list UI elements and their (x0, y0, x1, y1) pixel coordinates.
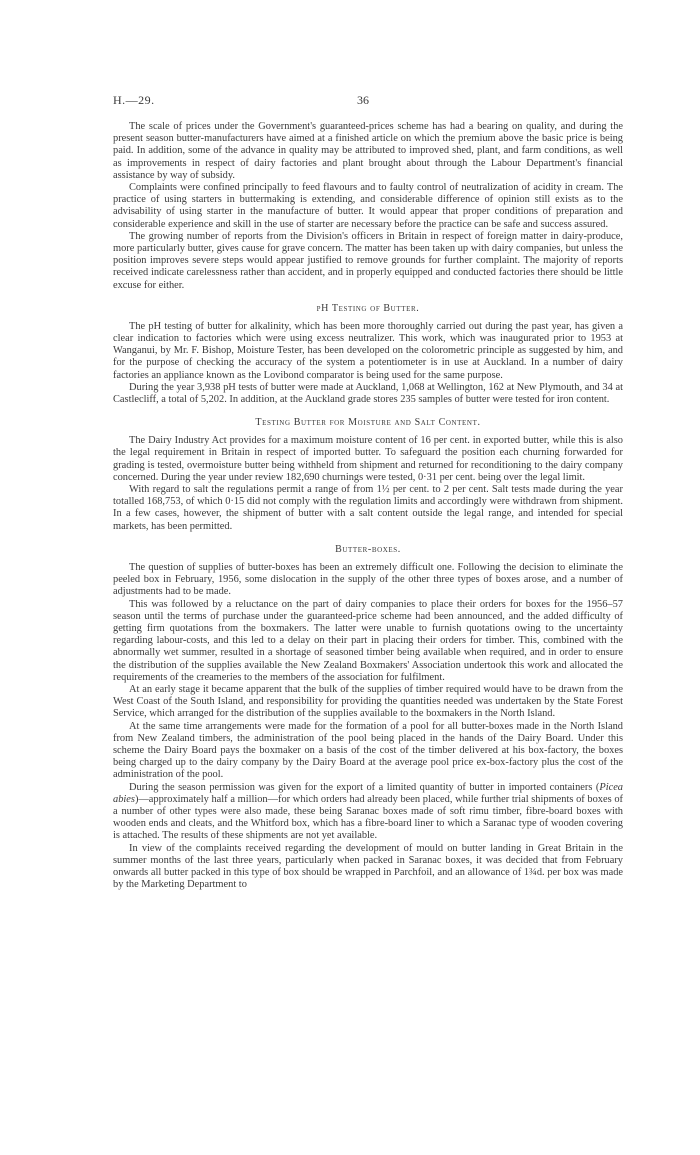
paragraph: The growing number of reports from the Division's officers in Britain in respect of foreign matter in dairy-produce, more particularly butter, gives cause for grave concern. The matter has been taken up with dairy companies, but unless the position improves severe steps would appear justified to remove grounds for further complaint. The majority of reports received indicate carelessness rather than accident, and in properly equipped and conducted factories there should be little excuse for either. (113, 230, 623, 291)
text-span: During the season permission was given for the export of a limited quantity of butter in imported containers ( (129, 781, 600, 793)
paragraph: In view of the complaints received regarding the development of mould on butter landing in Great Britain in the summer months of the last three years, particularly when packed in Saranac boxes, it was decided that from February onwards all butter packed in this type of box should be wrapped in Parchfoil, and an allowance of 1¾d. per box was made by the Marketing Department to (113, 842, 623, 891)
page-header (113, 93, 623, 121)
section-heading: pH Testing of Butter. (316, 302, 420, 314)
paragraph: The pH testing of butter for alkalinity, which has been more thoroughly carried out during the past year, has given a clear indication to factories which were using excess neutralizer. This work, which was inaugurated prior to 1953 at Wanganui, by Mr. F. Bishop, Moisture Tester, has been developed on the colorometric principle as suggested by him, and for the purpose of checking the accuracy of the system a potentiometer is in use at Auckland. In a number of dairy factories an appliance known as the Lovibond comparator is being used for the same purpose. (113, 320, 623, 381)
moisture-salt-section (113, 417, 623, 533)
paragraph: With regard to salt the regulations permit a range of from 1½ per cent. to 2 per cent. Salt tests made during the year totalled 168,753, of which 0·15 did not comply with the regulation limits and accordingly were withdrawn from shipment. In a few cases, however, the shipment of butter with a salt content outside the legal range, and intended for special markets, has been permitted. (113, 484, 623, 532)
species-name: Picea abies (113, 781, 623, 805)
paragraph: The question of supplies of butter-boxes has been an extremely difficult one. Following the decision to eliminate the peeled box in February, 1956, some dislocation in the supply of the other three types of boxes arose, and a number of adjustments had to be made. (113, 561, 623, 598)
paragraph (113, 782, 623, 843)
ph-testing-section (113, 303, 623, 406)
report-reference: H.—29. (113, 93, 155, 107)
paragraph: This was followed by a reluctance on the part of dairy companies to place their orders for boxes for the 1956–57 season until the terms of purchase under the guaranteed-price scheme had been announced, and the added difficulty of getting firm quotations from the boxmakers. The latter were unable to furnish quotations owing to the uncertainty regarding labour-costs, and this led to a delay on their part in placing their orders for timber. This, combined with the abnormally wet summer, resulted in a shortage of seasoned timber being available when required, and in order to ensure the distribution of the supplies available the New Zealand Boxmakers' Association undertook this work and allocated the requirements of the creameries to the members of the association for fulfilment. (113, 598, 623, 683)
intro-section (113, 121, 623, 292)
paragraph: The scale of prices under the Government's guaranteed-prices scheme has had a bearing on quality, and during the present season butter-manufacturers have aimed at a finished article on which the premium above the basic price is being paid. In addition, some of the advance in quality may be attributed to improved shed, plant, and farm conditions, as well as improvements in respect of dairy factories and plant brought about through the Labour Department's financial assistance by way of subsidy. (113, 121, 623, 181)
paragraph: At the same time arrangements were made for the formation of a pool for all butter-boxes made in the North Island from New Zealand timbers, the administration of the pool being placed in the hands of the Dairy Board. Under this scheme the Dairy Board pays the boxmaker on a basis of the cost of the timber delivered at his box-factory, the boxes being charged up to the dairy company by the Dairy Board at the average pool price ex-box-factory plus the cost of the administration of the pool. (113, 720, 623, 781)
butter-boxes-section (113, 544, 623, 891)
section-heading: Testing Butter for Moisture and Salt Content. (255, 417, 481, 429)
paragraph: Complaints were confined principally to feed flavours and to faulty control of neutralization of acidity in cream. The practice of using starters in buttermaking is extending, and considerable difference of opinion still exists as to the advisability of using starter in the manufacture of butter. It would appear that proper conditions of preparation and considerable experience and skill in the use of starter are necessary before the practice can be safe and success assured. (113, 182, 623, 230)
paragraph: At an early stage it became apparent that the bulk of the supplies of timber required would have to be drawn from the West Coast of the South Island, and responsibility for providing the quantities needed was undertaken by the State Forest Service, which arranged for the distribution of the supplies available to the boxmakers in the North Island. (113, 683, 623, 720)
section-heading: Butter-boxes. (335, 543, 401, 555)
text-span: )—approximately half a million—for which orders had already been placed, while further trial shipments of boxes of a number of other types were also made, these being Saranac boxes made of soft rimu timber, fibre-board boxes with wooden ends and cleats, and the Whitford box, which has a fibre-board liner to which a Saranac type of wooden covering is attached. The results of these shipments are not yet available. (113, 793, 623, 842)
page-number: 36 (357, 93, 369, 107)
paragraph: The Dairy Industry Act provides for a maximum moisture content of 16 per cent. in exported butter, while this is also the legal requirement in Britain in respect of imported butter. To safeguard the position each churning forwarded for grading is tested, overmoisture butter being withheld from shipment and returned for reconditioning to the dairy company concerned. During the year under review 182,690 churnings were tested, 0·31 per cent. being over the legal limit. (113, 435, 623, 483)
paragraph: During the year 3,938 pH tests of butter were made at Auckland, 1,068 at Wellington, 162 at New Plymouth, and 34 at Castlecliff, a total of 5,202. In addition, at the Auckland grade stores 235 samples of butter were tested for iron content. (113, 381, 623, 406)
